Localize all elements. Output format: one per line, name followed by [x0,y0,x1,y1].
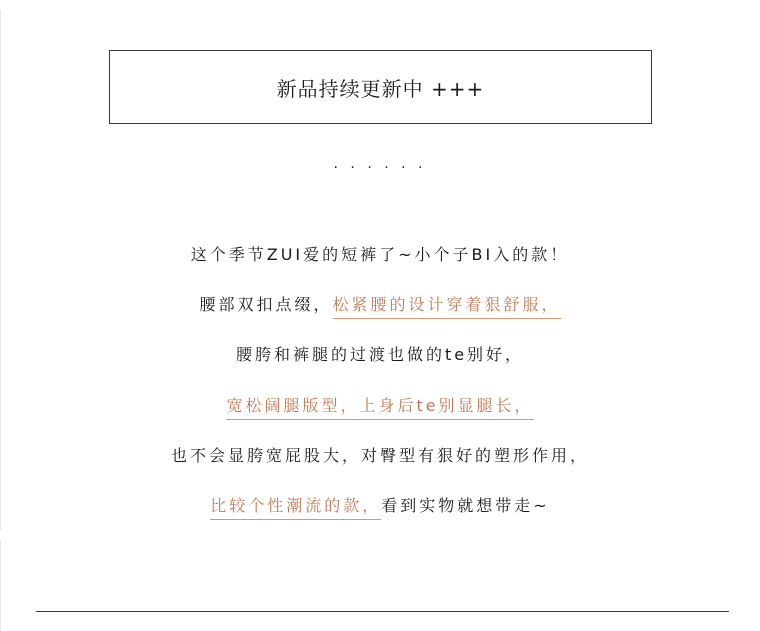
description-text: 腰部双扣点缀， [199,295,333,314]
left-edge-line-lower [0,540,1,631]
highlight-text: 松紧腰的设计穿着狠舒服， [333,295,561,319]
description-text: 这个季节ZUI爱的短裤了~小个子BI入的款！ [190,245,570,264]
title-box [109,50,652,124]
description-text: 也不会显胯宽屁股大，对臀型有狠好的塑形作用， [170,446,589,465]
bottom-divider [36,611,729,612]
description-line-1 [0,244,760,266]
dot-divider: · · · · · · [333,160,427,176]
highlight-text: 比较个性潮流的款， [210,496,381,520]
description-line-6 [0,495,760,517]
highlight-text: 宽松阔腿版型，上身后te别显腿长， [226,396,533,420]
description-line-4 [0,395,760,417]
description-line-2 [0,294,760,316]
description-line-3 [0,344,760,366]
description-text: 腰胯和裤腿的过渡也做的te别好， [235,345,525,364]
page-title: 新品持续更新中 +++ [276,76,485,101]
description-text: 看到实物就想带走~ [381,496,550,515]
description-line-5 [0,445,760,467]
